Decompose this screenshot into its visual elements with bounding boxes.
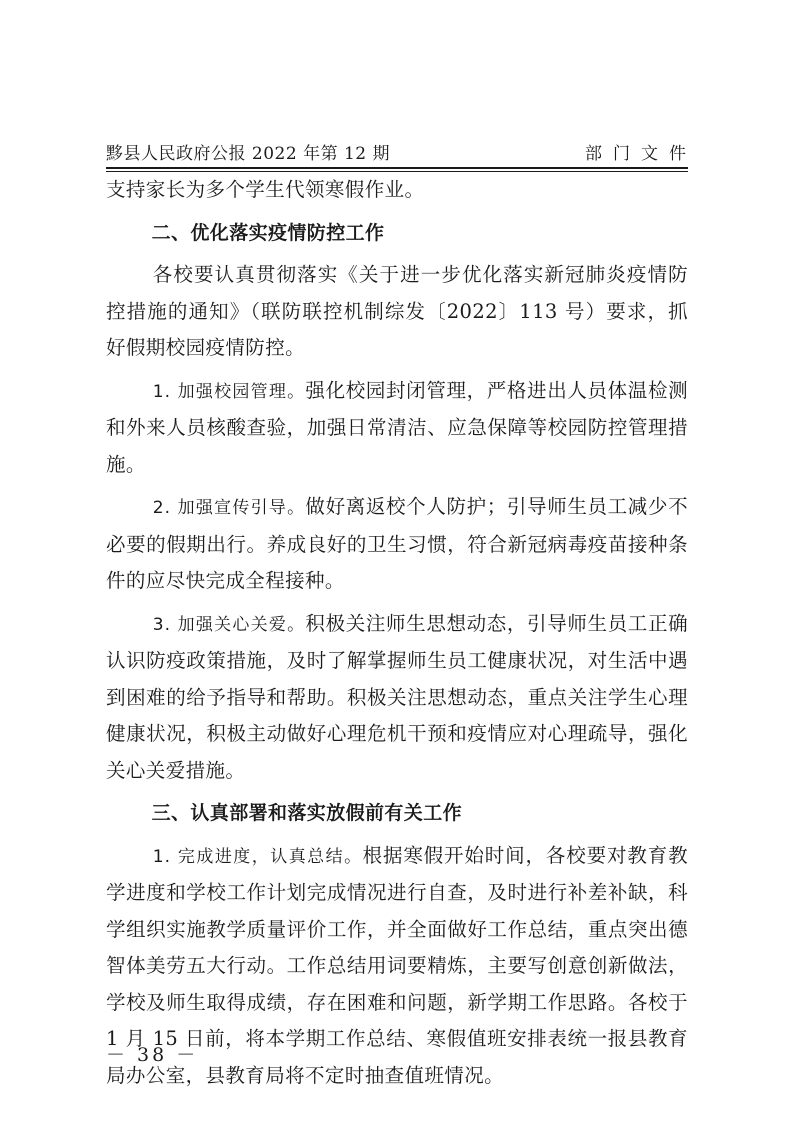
header-rule-thick bbox=[106, 167, 688, 169]
paragraph-text: 积极关注师生思想动态，引导师生员工正确认识防疫政策措施，及时了解掌握师生员工健康状况，对生活中遇到困难的给予指导和帮助。积极关注思想动态，重点关注学生心理健康状况，积极主动做好心理危机干预和疫情应对心理疏导，强化关心关爱措施。 bbox=[106, 611, 689, 782]
section-heading-3: 三、认真部署和落实放假前有关工作 bbox=[151, 802, 462, 824]
paragraph-text: 根据寒假开始时间，各校要对教育教学进度和学校工作计划完成情况进行自查，及时进行补差补缺，科学组织实施教学质量评价工作，并全面做好工作总结，重点突出德智体美劳五大行动。工作总结用词要精炼，主要写创意创新做法，学校及师生取得成绩，存在困难和问题，新学期工作思路。各校于 1 月 15 日前，将本学期工作总结、寒假值班安排表统一报县教育局办公室，县教育局将不定时抽查值班情况。 bbox=[106, 843, 689, 1087]
paragraph-continuation: 支持家长为多个学生代领寒假作业。 bbox=[106, 178, 425, 201]
paragraph-epidemic-notice: 各校要认真贯彻落实《关于进一步优化落实新冠肺炎疫情防控措施的通知》（联防联控机制综发〔2022〕113 号）要求，抓好假期校园疫情防控。 bbox=[106, 263, 688, 359]
paragraph-lead: 2. 加强宣传引导。 bbox=[152, 498, 306, 518]
header-publication-title: 黟县人民政府公报 2022 年第 12 期 bbox=[106, 144, 391, 164]
paragraph-publicity-guidance bbox=[106, 489, 688, 600]
page-number: － 38 － bbox=[106, 1044, 199, 1066]
paragraph-lead: 1. 加强校园管理。 bbox=[152, 381, 306, 402]
paragraph-lead: 1. 完成进度，认真总结。 bbox=[152, 846, 363, 867]
page-header bbox=[106, 138, 697, 164]
header-section-title: 部门文件 bbox=[585, 144, 697, 164]
paragraph-text: 做好离返校个人防护；引导师生员工减少不必要的假期出行。养成良好的卫生习惯，符合新冠病毒疫苗接种条件的应尽快完成全程接种。 bbox=[106, 495, 689, 592]
paragraph-text: 强化校园封闭管理，严格进出人员体温检测和外来人员核酸查验，加强日常清洁、应急保障等校园防控管理措施。 bbox=[106, 378, 689, 476]
paragraph-campus-management bbox=[106, 373, 688, 484]
paragraph-care bbox=[106, 606, 688, 790]
paragraph-lead: 3. 加强关心关爱。 bbox=[152, 614, 306, 635]
section-heading-2: 二、优化落实疫情防控工作 bbox=[151, 221, 385, 244]
document-body bbox=[106, 172, 688, 1100]
